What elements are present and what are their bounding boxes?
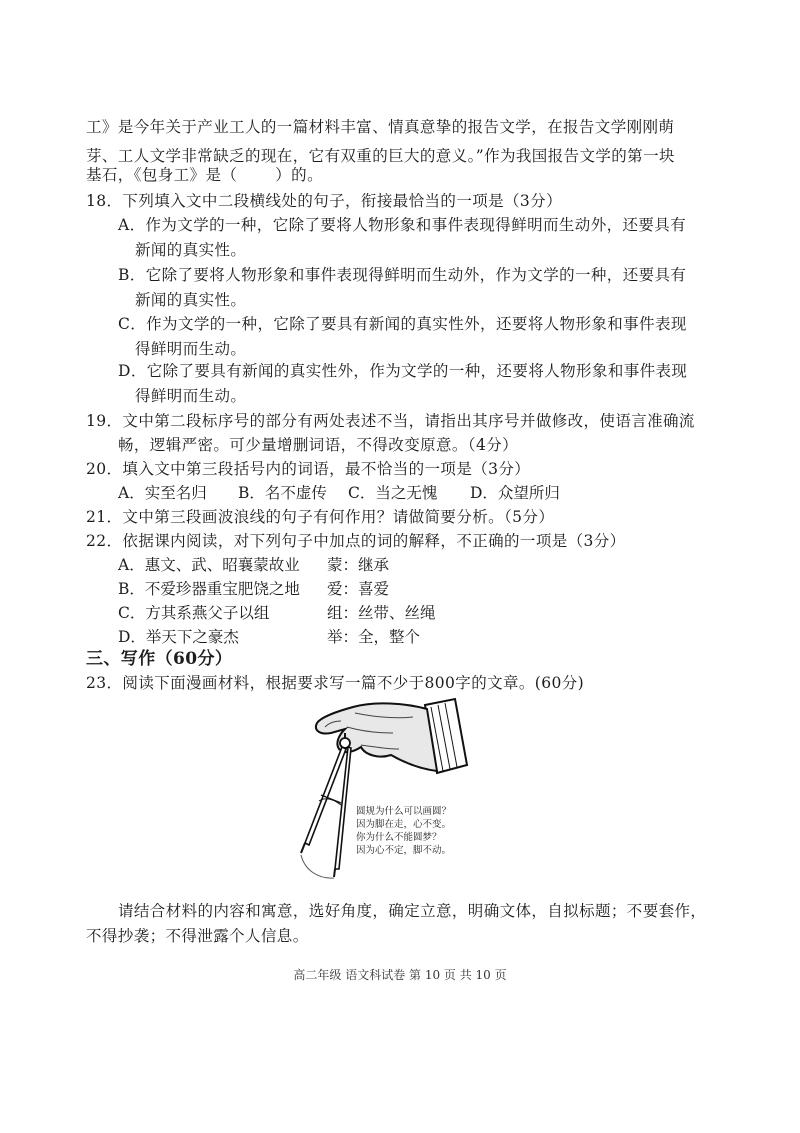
q18-option-a-line2: 新闻的真实性。 bbox=[135, 241, 247, 259]
intro-line-2: 芽、工人文学非常缺乏的现在，它有双重的巨大的意义。”作为我国报告文学的第一块 bbox=[86, 147, 675, 165]
q18-option-c-line1: C．作为文学的一种，它除了要具有新闻的真实性外，还要将人物形象和事件表现 bbox=[118, 315, 687, 333]
intro-line-3-after: ）的。 bbox=[275, 166, 323, 184]
q20-option-b: B．名不虚传 bbox=[238, 484, 327, 502]
cartoon-caption bbox=[356, 805, 466, 857]
q22-option-b-sentence: B．不爱珍器重宝肥饶之地 bbox=[118, 580, 300, 598]
q20-option-c: C．当之无愧 bbox=[348, 484, 438, 502]
q18-option-b-line1: B．它除了要将人物形象和事件表现得鲜明而生动外，作为文学的一种，还要具有 bbox=[118, 266, 687, 284]
intro-line-3-before: 基石，《包身工》是（ bbox=[86, 166, 238, 184]
q18-option-a-line1: A．作为文学的一种，它除了要将人物形象和事件表现得鲜明而生动外，还要具有 bbox=[118, 216, 687, 234]
q22-option-a-sentence: A．惠文、武、昭襄蒙故业 bbox=[118, 556, 300, 574]
q22-option-c-sentence: C．方其系燕父子以组 bbox=[118, 604, 270, 622]
intro-line-3 bbox=[86, 164, 323, 186]
q22-option-d-gloss: 举：全，整个 bbox=[327, 628, 421, 646]
section-3-title: 三、写作（60分） bbox=[86, 649, 233, 669]
q23-stem: 23．阅读下面漫画材料，根据要求写一篇不少于800字的文章。(60分) bbox=[86, 674, 585, 692]
q20-option-a: A．实至名归 bbox=[118, 484, 207, 502]
q20-option-d: D．众望所归 bbox=[470, 484, 560, 502]
q23-requirement-line-1: 请结合材料的内容和寓意，选好角度，确定立意，明确文体，自拟标题；不要套作， bbox=[118, 902, 707, 920]
q19-line-1: 19．文中第二段标序号的部分有两处表述不当，请指出其序号并做修改，使语言准确流 bbox=[86, 412, 695, 430]
q22-option-d-sentence: D．举天下之豪杰 bbox=[118, 628, 239, 646]
q18-option-c-line2: 得鲜明而生动。 bbox=[135, 340, 247, 358]
q22-option-b-gloss: 爱：喜爱 bbox=[327, 580, 390, 598]
intro-line-1: 工》是今年关于产业工人的一篇材料丰富、情真意挚的报告文学，在报告文学刚刚萌 bbox=[86, 118, 675, 136]
q22-option-a-gloss: 蒙：继承 bbox=[327, 556, 390, 574]
caption-line-1: 圆规为什么可以画圆？ bbox=[356, 806, 452, 817]
q18-option-b-line2: 新闻的真实性。 bbox=[135, 291, 247, 309]
q20-stem: 20．填入文中第三段括号内的词语，最不恰当的一项是（3分） bbox=[86, 460, 531, 478]
q18-stem: 18．下列填入文中二段横线处的句子，衔接最恰当的一项是（3分） bbox=[86, 192, 562, 210]
q23-requirement-line-2: 不得抄袭；不得泄露个人信息。 bbox=[86, 927, 309, 945]
caption-line-4: 因为心不定，脚不动。 bbox=[356, 845, 452, 856]
q22-stem: 22．依据课内阅读，对下列句子中加点的词的解释，不正确的一项是（3分） bbox=[86, 532, 626, 550]
q22-option-c-gloss: 组：丝带、丝绳 bbox=[327, 604, 436, 622]
caption-line-3: 你为什么不能圆梦？ bbox=[356, 832, 442, 843]
caption-line-2: 因为脚在走，心不变。 bbox=[356, 819, 452, 830]
q18-option-d-line1: D．它除了要具有新闻的真实性外，作为文学的一种，还要将人物形象和事件表现 bbox=[118, 362, 688, 380]
q18-option-d-line2: 得鲜明而生动。 bbox=[135, 387, 247, 405]
q21-stem: 21．文中第三段画波浪线的句子有何作用？请做简要分析。（5分） bbox=[86, 508, 555, 526]
page-footer: 高二年级 语文科试卷 第 10 页 共 10 页 bbox=[293, 968, 507, 982]
q19-line-2: 畅，逻辑严密。可少量增删词语，不得改变原意。（4分） bbox=[118, 436, 519, 454]
